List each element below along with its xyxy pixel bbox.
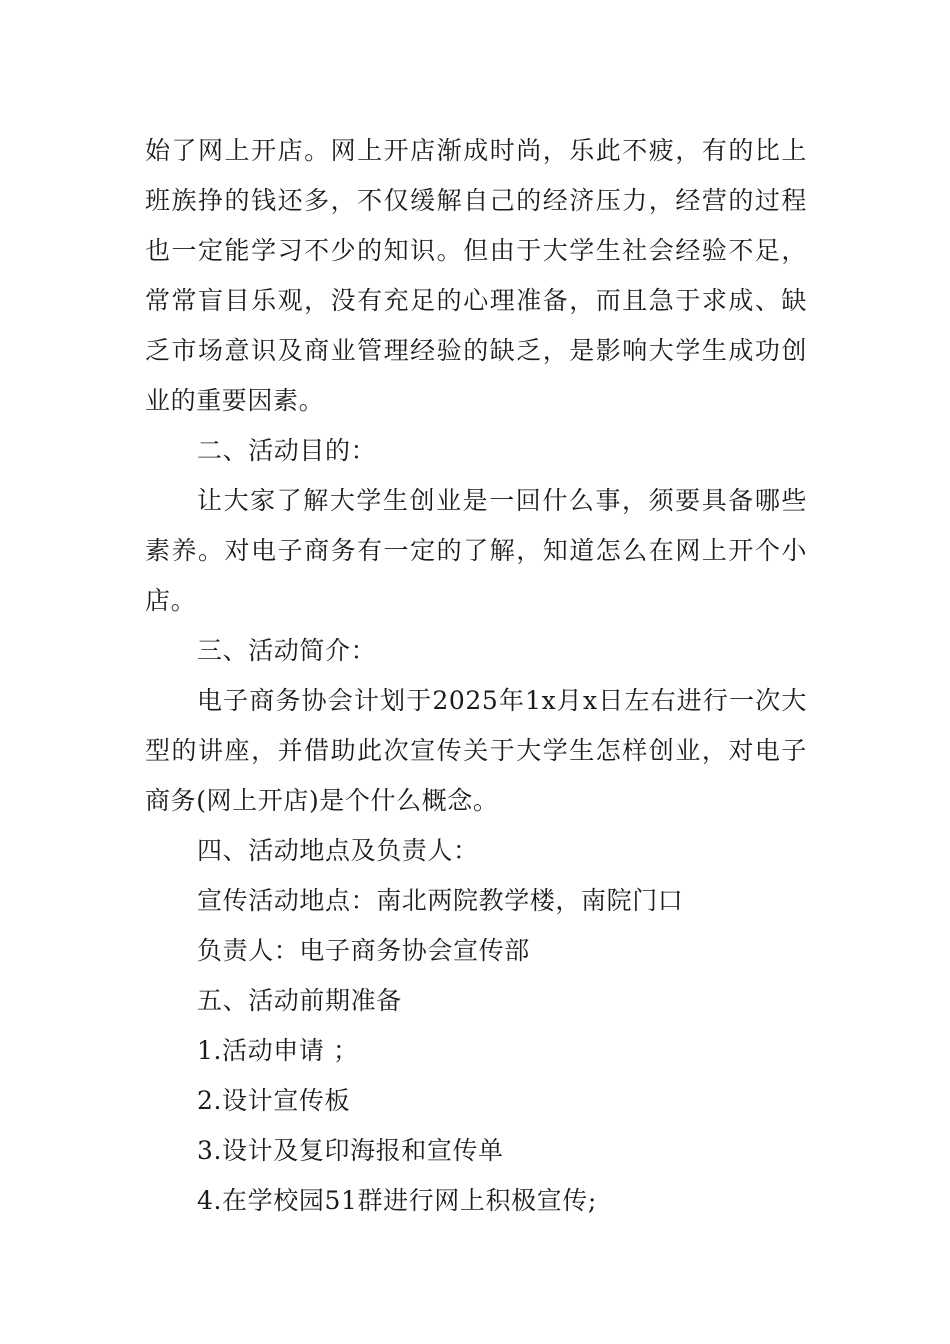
- section-heading-introduction: 三、活动简介：: [197, 636, 377, 665]
- paragraph-location: 宣传活动地点：南北两院教学楼，南院门口: [197, 886, 684, 915]
- paragraph-intro-continued: 始了网上开店。网上开店渐成时尚，乐此不疲，有的比上班族挣的钱还多，不仅缓解自己的经济压力，经营的过程也一定能学习不少的知识。但由于大学生社会经验不足，常常盲目乐观，没有充足的心理准备，而且急于求成、缺乏市场意识及商业管理经验的缺乏，是影响大学生成功创业的重要因素。: [145, 136, 807, 415]
- paragraph-purpose: 让大家了解大学生创业是一回什么事，须要具备哪些素养。对电子商务有一定的了解，知道怎么在网上开个小店。: [145, 486, 807, 615]
- list-item-3: 3.设计及复印海报和宣传单: [197, 1136, 504, 1165]
- paragraph-person-in-charge: 负责人：电子商务协会宣传部: [197, 936, 530, 965]
- section-heading-purpose: 二、活动目的：: [197, 436, 377, 465]
- section-heading-location: 四、活动地点及负责人：: [197, 836, 479, 865]
- paragraph-introduction: 电子商务协会计划于2025年1x月x日左右进行一次大型的讲座，并借助此次宣传关于大学生怎样创业，对电子商务(网上开店)是个什么概念。: [145, 686, 807, 815]
- list-item-1: 1.活动申请 ；: [197, 1036, 359, 1065]
- section-heading-preparation: 五、活动前期准备: [197, 986, 402, 1015]
- document-body: [145, 126, 807, 1226]
- list-item-2: 2.设计宣传板: [197, 1086, 351, 1115]
- list-item-4: 4.在学校园51群进行网上积极宣传;: [197, 1186, 597, 1215]
